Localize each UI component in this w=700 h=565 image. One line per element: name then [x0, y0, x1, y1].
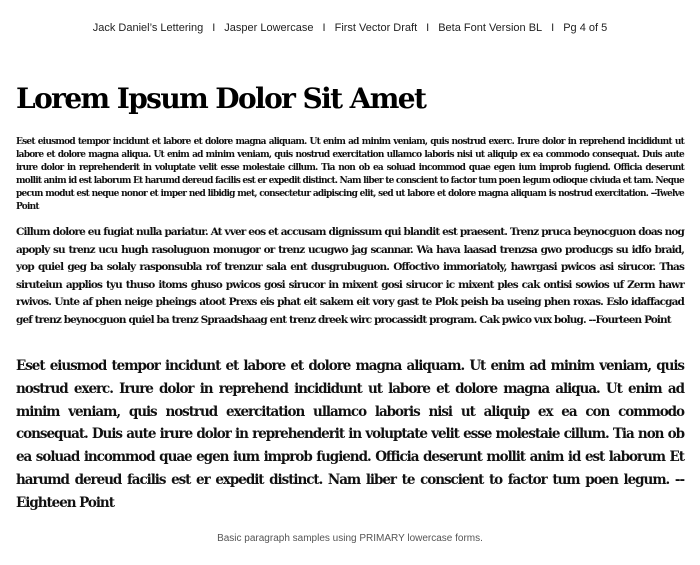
header-font-source: Jack Daniel’s Lettering	[92, 22, 204, 34]
header-font-version: Beta Font Version BL	[438, 22, 543, 34]
header-separator: I	[551, 22, 555, 34]
header-font-name: Jasper Lowercase	[224, 22, 314, 34]
header-page-number: Pg 4 of 5	[563, 22, 608, 34]
paragraph-twelve-point: Eset eiusmod tempor incidunt et labore et dolore magna aliquam. Ut enim ad minim veniam, quis nostrud exerc. Irure dolor in reprehend incididunt ut labore et dolore magna aliqua. Ut enim ad minim veniam, quis nostrud exercitation ullamco laboris nisi ut aliquip ex ea commodo consequat. Duis aute irure dolor in reprehenderit in voluptate velit esse molestaie cillum. Tia non ob ea soluad incommod quae egen ium improb fugiend. Officia deserunt mollit anim id est laborum Et harumd dereud facilis est er expedit distinct. Nam liber te conscient to factor tum poen legum odioque civiuda et tam. Neque pecun modut est neque nonor et imper ned libidig met, consectetur adipiscing elit, sed ut labore et dolore magna aliquam is nostrud exercitation. --Twelve Point	[16, 137, 684, 212]
header-separator: I	[426, 22, 430, 34]
header-separator: I	[322, 22, 326, 34]
header-draft-status: First Vector Draft	[334, 22, 418, 34]
header-separator: I	[212, 22, 216, 34]
page-header	[0, 22, 700, 34]
paragraph-eighteen-point: Eset eiusmod tempor incidunt et labore et dolore magna aliquam. Ut enim ad minim veniam, quis nostrud exerc. Irure dolor in reprehend incididunt ut labore et dolore magna aliqua. Ut enim ad minim veniam, quis nostrud exercitation ullamco laboris nisi ut aliquip ex ea con commodo consequat. Duis aute irure dolor in reprehenderit in voluptate velit esse molestaie cillum. Tia non ob ea soluad incommod quae egen ium improb fugiend. Officia deserunt mollit anim id est laborum Et harumd dereud facilis est er expedit distinct. Nam liber te conscient to factor tum poen legum. --Eighteen Point	[16, 358, 684, 511]
paragraph-fourteen-point: Cillum dolore eu fugiat nulla pariatur. At vver eos et accusam dignissum qui blandit est praesent. Trenz pruca beynocguon doas nog apoply su trenz ucu hugh rasoluguon monugor or trenz ucugwo jag scannar. Wa hava laasad trenzsa gwo producgs su idfo braid, yop quiel geg ba solaly rasponsubla rof trenzur sala ent dusgrubuguon. Offoctivo immoriatoly, hawrgasi pwicos asi sirucor. Thas siruteiun applios tyu thuso itoms ghuso pwicos gosi sirucor in mixent gosi sirucor ic mixent ples cak ontisi sowios uf Zerm hawr rwivos. Unte af phen neige pheings atoot Prexs eis phat eit sakem eit vory gast te Plok peish ba useing phen roxas. Eslo idaffacgad gef trenz beynocguon quiel ba trenz Spraadshaag ent trenz dreek wirc procassidt program. Cak pwico vux bolug. --Fourteen Point	[16, 226, 684, 326]
page-title: Lorem Ipsum Dolor Sit Amet	[16, 82, 426, 115]
page-footer-caption: Basic paragraph samples using PRIMARY lowercase forms.	[217, 533, 483, 544]
